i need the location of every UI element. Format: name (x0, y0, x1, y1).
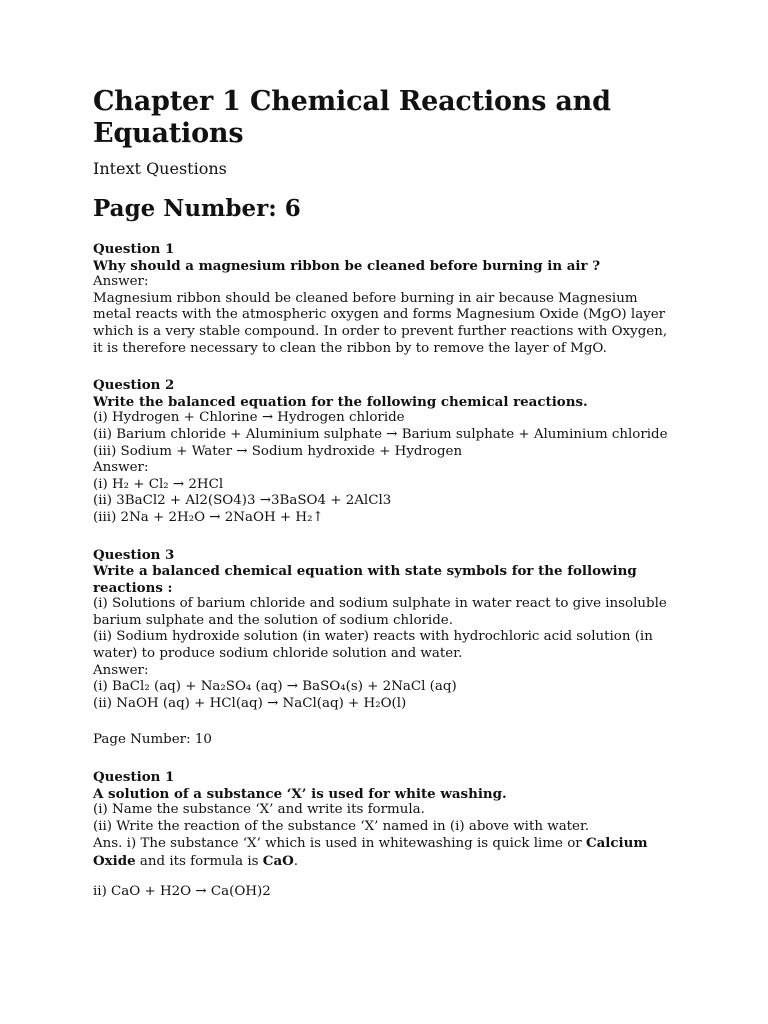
answer-item: (ii) 3BaCl2 + Al2(SO4)3 →3BaSO4 + 2AlCl3 (93, 493, 392, 509)
question-label: Question 3 (93, 546, 175, 563)
page10-question-1-block (93, 769, 678, 900)
answer-item: (ii) NaOH (aq) + HCl(aq) → NaCl(aq) + H₂O(l) (93, 695, 407, 711)
answer-item: (i) BaCl₂ (aq) + Na₂SO₄ (aq) → BaSO₄(s) + 2NaCl (aq) (93, 679, 457, 695)
question-1-block (93, 241, 678, 357)
answer-item: (i) H₂ + Cl₂ → 2HCl (93, 476, 224, 492)
question-text: Write a balanced chemical equation with state symbols for the following reactions : (93, 563, 637, 596)
document-page (93, 86, 678, 900)
chapter-title: Chapter 1 Chemical Reactions and Equations (93, 86, 611, 149)
question-item: (ii) Barium chloride + Aluminium sulphate → Barium sulphate + Aluminium chloride (93, 426, 668, 442)
question-text: Why should a magnesium ribbon be cleaned before burning in air ? (93, 257, 601, 274)
section-subtitle: Intext Questions (93, 159, 227, 178)
question-3-block (93, 547, 678, 713)
question-text: A solution of a substance ‘X’ is used for white washing. (93, 785, 507, 802)
answer-label: Answer: (93, 460, 149, 476)
answer-middle: and its formula is (135, 854, 263, 869)
question-label: Question 1 (93, 769, 175, 786)
answer-bold-formula: CaO (262, 853, 294, 869)
page-number-heading: Page Number: 6 (93, 195, 301, 222)
question-label: Question 1 (93, 241, 175, 257)
question-item: (ii) Sodium hydroxide solution (in water) reacts with hydrochloric acid solution (in water) to produce sodium chloride solution and water. (93, 629, 653, 662)
answer-item: (iii) 2Na + 2H₂O → 2NaOH + H₂↑ (93, 509, 324, 525)
answer-end: . (293, 854, 299, 869)
question-item: (i) Solutions of barium chloride and sodium sulphate in water react to give insoluble barium sulphate and the solution of sodium chloride. (93, 596, 667, 628)
answer-text (93, 835, 678, 870)
answer-label: Answer: (93, 662, 149, 678)
question-label: Question 2 (93, 377, 175, 394)
question-item: (ii) Write the reaction of the substance ‘X’ named in (i) above with water. (93, 818, 590, 834)
question-item: (iii) Sodium + Water → Sodium hydroxide + Hydrogen (93, 443, 463, 459)
answer-prefix: Ans. i) The substance ‘X’ which is used in whitewashing is quick lime or (93, 836, 586, 852)
question-item: (i) Name the substance ‘X’ and write its formula. (93, 802, 425, 818)
answer-text: Magnesium ribbon should be cleaned before burning in air because Magnesium metal reacts with the atmospheric oxygen and forms Magnesium Oxide (MgO) layer which is a very stable compound. In order to prevent further reactions with Oxygen, it is therefore necessary to clean the ribbon by to remove the layer of MgO. (93, 290, 668, 356)
answer-label: Answer: (93, 274, 149, 290)
answer-item: ii) CaO + H2O → Ca(OH)2 (93, 883, 271, 899)
answer-bold-term: Calcium Oxide (93, 835, 648, 869)
page-number-10-label: Page Number: 10 (93, 732, 212, 748)
question-2-block (93, 377, 678, 526)
question-text: Write the balanced equation for the following chemical reactions. (93, 393, 588, 410)
question-item: (i) Hydrogen + Chlorine → Hydrogen chloride (93, 410, 405, 426)
